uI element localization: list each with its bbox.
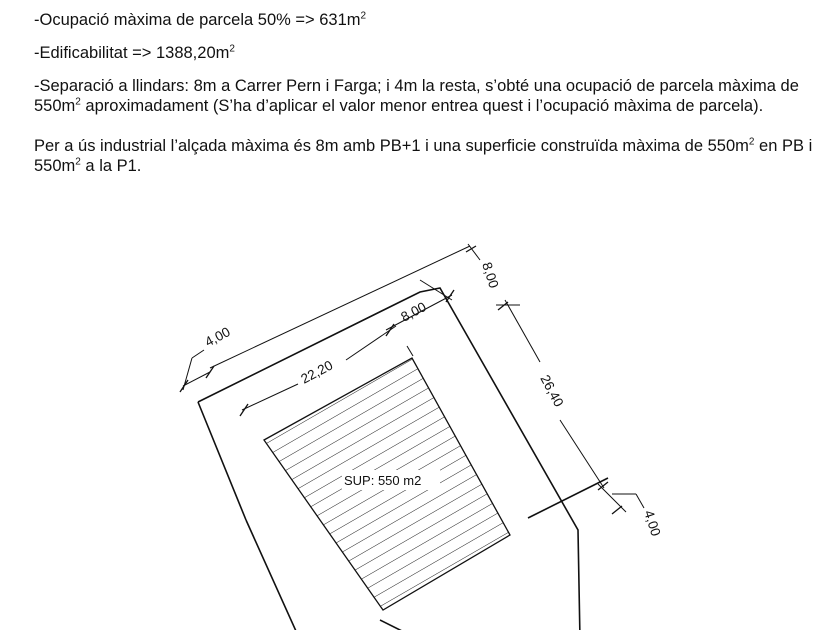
dim-building-width-label: 26,40 [537,372,567,410]
paragraph-text: -Ocupació màxima de parcela 50% => 631m [34,11,361,29]
superscript: 2 [75,96,81,108]
paragraph-text-end: a la P1. [80,157,142,175]
dim-building-length-label: 22,20 [298,357,336,387]
area-label: SUP: 550 m2 [344,473,422,488]
dim-top-edge-label: 8,00 [398,299,429,325]
superscript: 2 [229,43,235,55]
paragraph-text-continued: aproximadament (S’ha d’aplicar el valor menor entrea quest i l’ocupació màxima de parcela). [80,97,764,115]
parcel-inner-edge [246,520,300,630]
building-footprint [264,358,510,610]
paragraph-text: -Edificabilitat => 1388,20m [34,44,230,62]
superscript: 2 [75,156,81,168]
dim-setback-left-label: 4,00 [202,324,233,350]
superscript: 2 [748,136,755,148]
dim-setback-top-label: 8,00 [479,260,502,290]
parcel-left-edge [198,402,246,520]
dim-setback-right-label: 4,00 [641,508,664,538]
paragraph-text: -Separació a llindars: 8m a Carrer Pern i Farga; i 4m la resta, s’obté una ocupació de parcela màxima de 550m [34,77,799,115]
superscript: 2 [360,10,367,22]
parcel-bottom-edge [380,620,420,630]
paragraph-text-continued: en PB i 550m [34,137,813,175]
paragraph-text: Per a ús industrial l’alçada màxima és 8m amb PB+1 i una superficie construïda màxima de 550m [34,137,749,155]
